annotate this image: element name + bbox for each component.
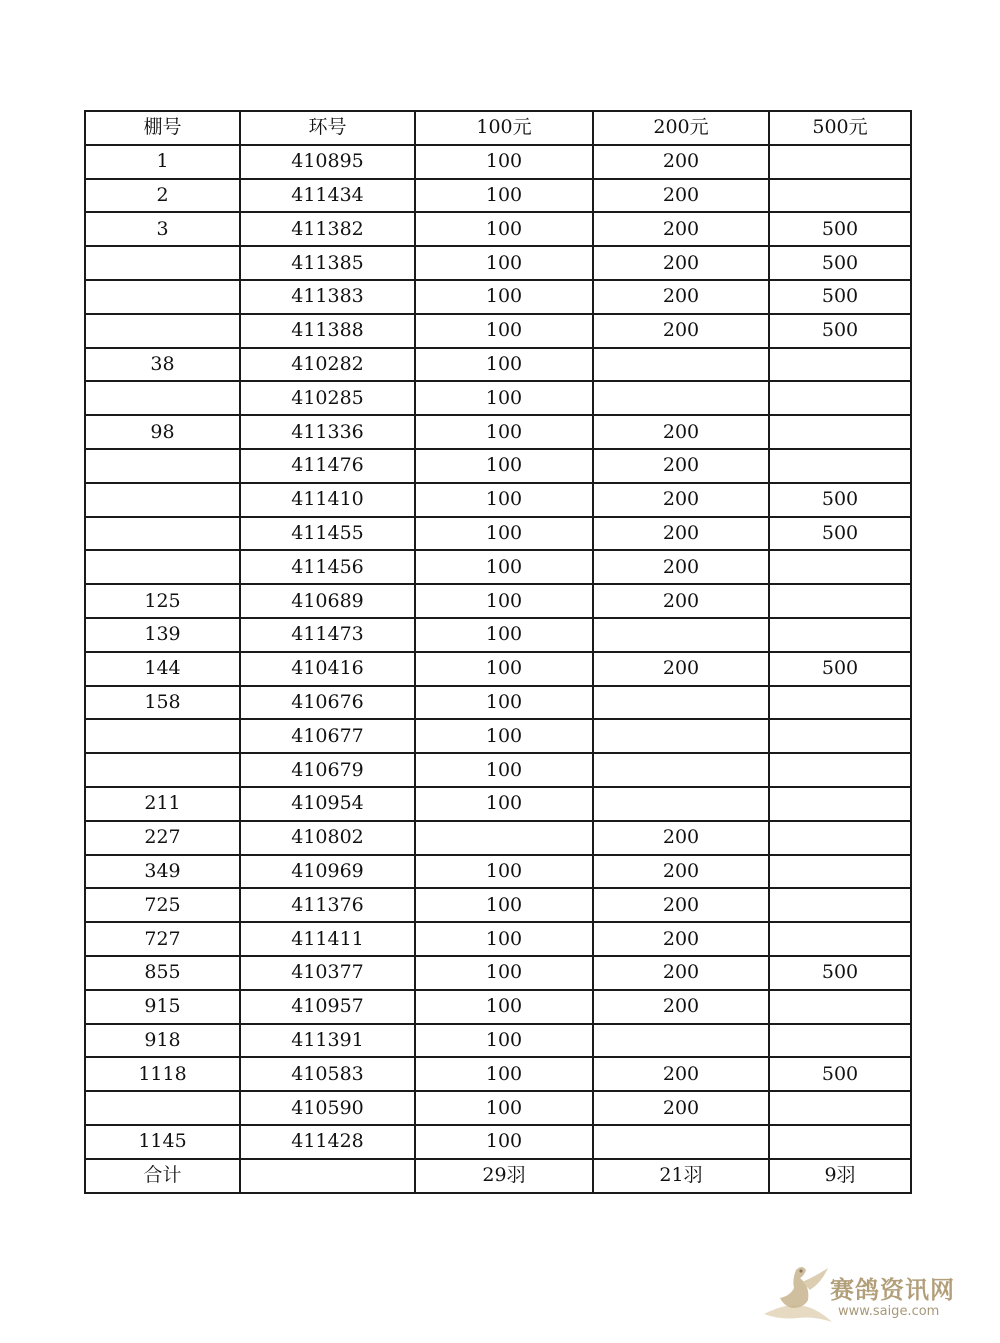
cell-prize-200: 200 (593, 888, 769, 922)
table-row (85, 550, 911, 584)
cell-prize-200: 200 (593, 1057, 769, 1091)
table-row (85, 584, 911, 618)
cell-prize-200: 200 (593, 212, 769, 246)
cell-prize-100: 100 (415, 246, 593, 280)
cell-prize-500 (769, 1125, 911, 1159)
cell-prize-200: 200 (593, 821, 769, 855)
table-row (85, 1125, 911, 1159)
cell-prize-100: 100 (415, 584, 593, 618)
cell-prize-500: 500 (769, 483, 911, 517)
cell-ring-no: 411385 (240, 246, 415, 280)
cell-prize-200: 200 (593, 922, 769, 956)
cell-prize-100: 100 (415, 550, 593, 584)
cell-ring-no: 410285 (240, 381, 415, 415)
cell-prize-200: 200 (593, 584, 769, 618)
cell-ring-no: 411383 (240, 280, 415, 314)
cell-prize-500 (769, 990, 911, 1024)
cell-ring-no: 411336 (240, 415, 415, 449)
table-row (85, 517, 911, 551)
cell-prize-200: 200 (593, 855, 769, 889)
cell-prize-200: 200 (593, 145, 769, 179)
cell-prize-100: 100 (415, 990, 593, 1024)
cell-prize-200 (593, 618, 769, 652)
total-label: 合计 (85, 1159, 240, 1193)
cell-ring-no: 411455 (240, 517, 415, 551)
cell-ring-no: 411473 (240, 618, 415, 652)
cell-loft-no (85, 517, 240, 551)
cell-prize-100: 100 (415, 855, 593, 889)
cell-prize-500 (769, 179, 911, 213)
cell-prize-200 (593, 1024, 769, 1058)
total-cell (240, 1159, 415, 1193)
cell-prize-200 (593, 348, 769, 382)
table-row (85, 415, 911, 449)
cell-prize-200: 200 (593, 179, 769, 213)
header-loft-no: 棚号 (85, 111, 240, 145)
cell-ring-no: 411382 (240, 212, 415, 246)
cell-loft-no: 2 (85, 179, 240, 213)
cell-ring-no: 411456 (240, 550, 415, 584)
cell-loft-no: 727 (85, 922, 240, 956)
cell-ring-no: 410416 (240, 652, 415, 686)
cell-prize-500: 500 (769, 956, 911, 990)
table-row (85, 246, 911, 280)
total-200: 21羽 (593, 1159, 769, 1193)
cell-prize-100: 100 (415, 280, 593, 314)
cell-ring-no: 411410 (240, 483, 415, 517)
total-row (85, 1159, 911, 1193)
cell-loft-no: 915 (85, 990, 240, 1024)
cell-prize-100: 100 (415, 652, 593, 686)
table-row (85, 922, 911, 956)
cell-prize-100: 100 (415, 1125, 593, 1159)
cell-loft-no: 918 (85, 1024, 240, 1058)
table-row (85, 381, 911, 415)
cell-ring-no: 410954 (240, 787, 415, 821)
table-row (85, 1091, 911, 1125)
cell-prize-100: 100 (415, 314, 593, 348)
cell-prize-200 (593, 381, 769, 415)
cell-prize-500 (769, 145, 911, 179)
cell-ring-no: 411388 (240, 314, 415, 348)
table-row (85, 483, 911, 517)
cell-prize-500: 500 (769, 1057, 911, 1091)
cell-prize-500: 500 (769, 280, 911, 314)
header-ring-no: 环号 (240, 111, 415, 145)
table-row (85, 719, 911, 753)
table-row (85, 787, 911, 821)
cell-prize-500 (769, 550, 911, 584)
pigeon-logo-icon (758, 1262, 836, 1330)
cell-prize-500: 500 (769, 652, 911, 686)
cell-ring-no: 410969 (240, 855, 415, 889)
cell-prize-100: 100 (415, 888, 593, 922)
watermark-url: www.saige.com (838, 1304, 940, 1319)
cell-prize-100: 100 (415, 787, 593, 821)
cell-prize-500 (769, 787, 911, 821)
cell-prize-200: 200 (593, 483, 769, 517)
table-row (85, 652, 911, 686)
cell-prize-100: 100 (415, 719, 593, 753)
cell-prize-500: 500 (769, 314, 911, 348)
table-row (85, 212, 911, 246)
header-row (85, 111, 911, 145)
cell-prize-200: 200 (593, 550, 769, 584)
cell-loft-no (85, 381, 240, 415)
cell-loft-no (85, 314, 240, 348)
cell-prize-200: 200 (593, 449, 769, 483)
total-500: 9羽 (769, 1159, 911, 1193)
cell-ring-no: 410583 (240, 1057, 415, 1091)
cell-prize-500 (769, 686, 911, 720)
cell-prize-200: 200 (593, 517, 769, 551)
cell-prize-100: 100 (415, 753, 593, 787)
cell-ring-no: 411391 (240, 1024, 415, 1058)
cell-ring-no: 410282 (240, 348, 415, 382)
cell-loft-no: 227 (85, 821, 240, 855)
cell-prize-500 (769, 719, 911, 753)
cell-ring-no: 410679 (240, 753, 415, 787)
cell-ring-no: 411376 (240, 888, 415, 922)
cell-loft-no: 144 (85, 652, 240, 686)
cell-prize-100: 100 (415, 483, 593, 517)
table-row (85, 280, 911, 314)
cell-prize-100: 100 (415, 956, 593, 990)
cell-loft-no: 1118 (85, 1057, 240, 1091)
cell-prize-100: 100 (415, 1024, 593, 1058)
cell-ring-no: 410676 (240, 686, 415, 720)
cell-prize-500 (769, 1024, 911, 1058)
cell-prize-500 (769, 888, 911, 922)
cell-prize-200 (593, 787, 769, 821)
cell-ring-no: 410590 (240, 1091, 415, 1125)
table-row (85, 990, 911, 1024)
watermark (758, 1262, 963, 1330)
cell-prize-500 (769, 381, 911, 415)
cell-ring-no: 411411 (240, 922, 415, 956)
cell-loft-no: 3 (85, 212, 240, 246)
table-row (85, 314, 911, 348)
table-row (85, 1024, 911, 1058)
cell-ring-no: 410957 (240, 990, 415, 1024)
cell-loft-no (85, 280, 240, 314)
results-sheet (84, 110, 912, 1194)
cell-prize-200: 200 (593, 1091, 769, 1125)
cell-prize-100: 100 (415, 449, 593, 483)
table-row (85, 956, 911, 990)
cell-prize-100: 100 (415, 618, 593, 652)
cell-prize-100: 100 (415, 145, 593, 179)
cell-prize-100: 100 (415, 686, 593, 720)
table-row (85, 348, 911, 382)
table-row (85, 821, 911, 855)
cell-prize-500 (769, 922, 911, 956)
cell-loft-no (85, 719, 240, 753)
cell-prize-500 (769, 1091, 911, 1125)
header-100: 100元 (415, 111, 593, 145)
cell-loft-no: 38 (85, 348, 240, 382)
cell-loft-no (85, 1091, 240, 1125)
cell-prize-500: 500 (769, 246, 911, 280)
table-row (85, 753, 911, 787)
table-row (85, 1057, 911, 1091)
cell-prize-200 (593, 1125, 769, 1159)
cell-loft-no: 349 (85, 855, 240, 889)
table-row (85, 145, 911, 179)
table-row (85, 179, 911, 213)
table-body (85, 145, 911, 1159)
cell-prize-200 (593, 719, 769, 753)
cell-loft-no: 725 (85, 888, 240, 922)
cell-prize-500 (769, 415, 911, 449)
cell-loft-no: 98 (85, 415, 240, 449)
cell-prize-500: 500 (769, 517, 911, 551)
cell-prize-200: 200 (593, 280, 769, 314)
cell-prize-100: 100 (415, 1057, 593, 1091)
cell-loft-no: 211 (85, 787, 240, 821)
cell-prize-200: 200 (593, 314, 769, 348)
cell-prize-500 (769, 584, 911, 618)
total-100: 29羽 (415, 1159, 593, 1193)
cell-ring-no: 410689 (240, 584, 415, 618)
cell-loft-no (85, 753, 240, 787)
cell-prize-200 (593, 753, 769, 787)
table-row (85, 618, 911, 652)
cell-prize-100: 100 (415, 381, 593, 415)
cell-prize-100: 100 (415, 922, 593, 956)
cell-prize-200: 200 (593, 956, 769, 990)
cell-prize-100: 100 (415, 415, 593, 449)
cell-loft-no: 125 (85, 584, 240, 618)
cell-ring-no: 411428 (240, 1125, 415, 1159)
cell-ring-no: 411476 (240, 449, 415, 483)
cell-loft-no: 1 (85, 145, 240, 179)
watermark-name: 赛鸽资讯网 (830, 1276, 955, 1304)
cell-prize-200: 200 (593, 246, 769, 280)
cell-prize-200: 200 (593, 990, 769, 1024)
cell-loft-no (85, 483, 240, 517)
cell-prize-200: 200 (593, 652, 769, 686)
cell-ring-no: 410677 (240, 719, 415, 753)
cell-ring-no: 410895 (240, 145, 415, 179)
cell-prize-100 (415, 821, 593, 855)
results-table (84, 110, 912, 1194)
cell-prize-500 (769, 348, 911, 382)
header-500: 500元 (769, 111, 911, 145)
cell-prize-500 (769, 855, 911, 889)
cell-loft-no: 1145 (85, 1125, 240, 1159)
cell-prize-100: 100 (415, 1091, 593, 1125)
table-row (85, 888, 911, 922)
table-row (85, 449, 911, 483)
cell-prize-100: 100 (415, 179, 593, 213)
cell-loft-no: 158 (85, 686, 240, 720)
cell-prize-500: 500 (769, 212, 911, 246)
cell-ring-no: 410802 (240, 821, 415, 855)
cell-ring-no: 411434 (240, 179, 415, 213)
cell-prize-100: 100 (415, 517, 593, 551)
header-200: 200元 (593, 111, 769, 145)
cell-loft-no: 139 (85, 618, 240, 652)
cell-prize-500 (769, 821, 911, 855)
cell-prize-500 (769, 449, 911, 483)
cell-loft-no (85, 246, 240, 280)
cell-prize-100: 100 (415, 348, 593, 382)
cell-loft-no (85, 449, 240, 483)
cell-prize-500 (769, 753, 911, 787)
cell-prize-200: 200 (593, 415, 769, 449)
table-row (85, 855, 911, 889)
cell-prize-500 (769, 618, 911, 652)
cell-ring-no: 410377 (240, 956, 415, 990)
cell-prize-100: 100 (415, 212, 593, 246)
cell-loft-no: 855 (85, 956, 240, 990)
table-row (85, 686, 911, 720)
cell-prize-200 (593, 686, 769, 720)
cell-loft-no (85, 550, 240, 584)
